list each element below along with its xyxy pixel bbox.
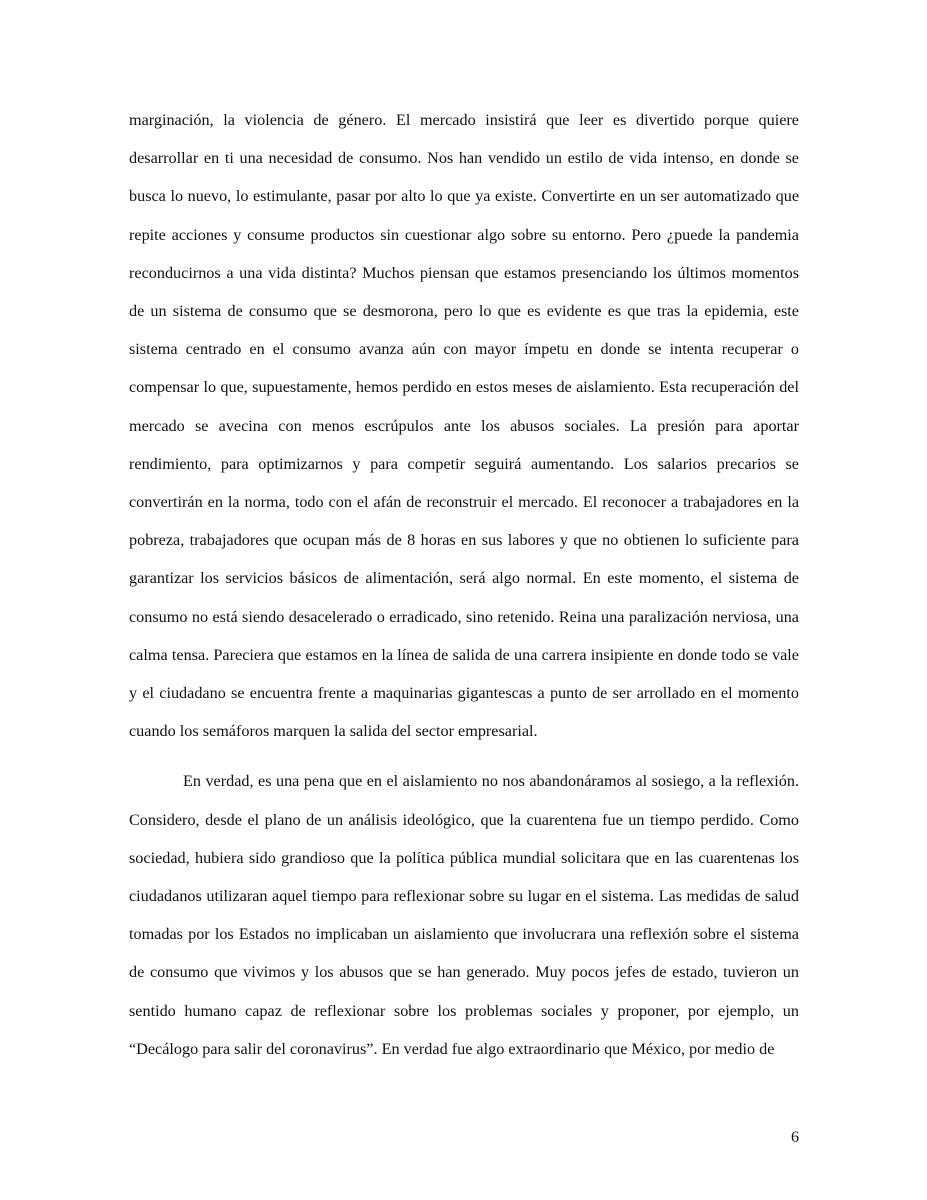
body-text	[129, 101, 799, 1068]
paragraph-indented: En verdad, es una pena que en el aislamiento no nos abandonáramos al sosiego, a la reflexión. Considero, desde el plano de un análisis ideológico, que la cuarentena fue un tiempo perdido. Como sociedad, hubiera sido grandioso que la política pública mundial solicitara que en las cuarentenas los ciudadanos utilizaran aquel tiempo para reflexionar sobre su lugar en el sistema. Las medidas de salud tomadas por los Estados no implicaban un aislamiento que involucrara una reflexión sobre el sistema de consumo que vivimos y los abusos que se han generado. Muy pocos jefes de estado, tuvieron un sentido humano capaz de reflexionar sobre los problemas sociales y proponer, por ejemplo, un “Decálogo para salir del coronavirus”. En verdad fue algo extraordinario que México, por medio de	[129, 772, 799, 1058]
page-number: 6	[791, 1129, 799, 1146]
paragraph-continued: marginación, la violencia de género. El mercado insistirá que leer es divertido porque quiere desarrollar en ti una necesidad de consumo. Nos han vendido un estilo de vida intenso, en donde se busca lo nuevo, lo estimulante, pasar por alto lo que ya existe. Convertirte en un ser automatizado que repite acciones y consume productos sin cuestionar algo sobre su entorno. Pero ¿puede la pandemia reconducirnos a una vida distinta? Muchos piensan que estamos presenciando los últimos momentos de un sistema de consumo que se desmorona, pero lo que es evidente es que tras la epidemia, este sistema centrado en el consumo avanza aún con mayor ímpetu en donde se intenta recuperar o compensar lo que, supuestamente, hemos perdido en estos meses de aislamiento. Esta recuperación del mercado se avecina con menos escrúpulos ante los abusos sociales. La presión para aportar rendimiento, para optimizarnos y para competir seguirá aumentando. Los salarios precarios se convertirán en la norma, todo con el afán de reconstruir el mercado. El reconocer a trabajadores en la pobreza, trabajadores que ocupan más de 8 horas en sus labores y que no obtienen lo suficiente para garantizar los servicios básicos de alimentación, será algo normal. En este momento, el sistema de consumo no está siendo desacelerado o erradicado, sino retenido. Reina una paralización nerviosa, una calma tensa. Pareciera que estamos en la línea de salida de una carrera insipiente en donde todo se vale y el ciudadano se encuentra frente a maquinarias gigantescas a punto de ser arrollado en el momento cuando los semáforos marquen la salida del sector empresarial.	[129, 111, 799, 741]
